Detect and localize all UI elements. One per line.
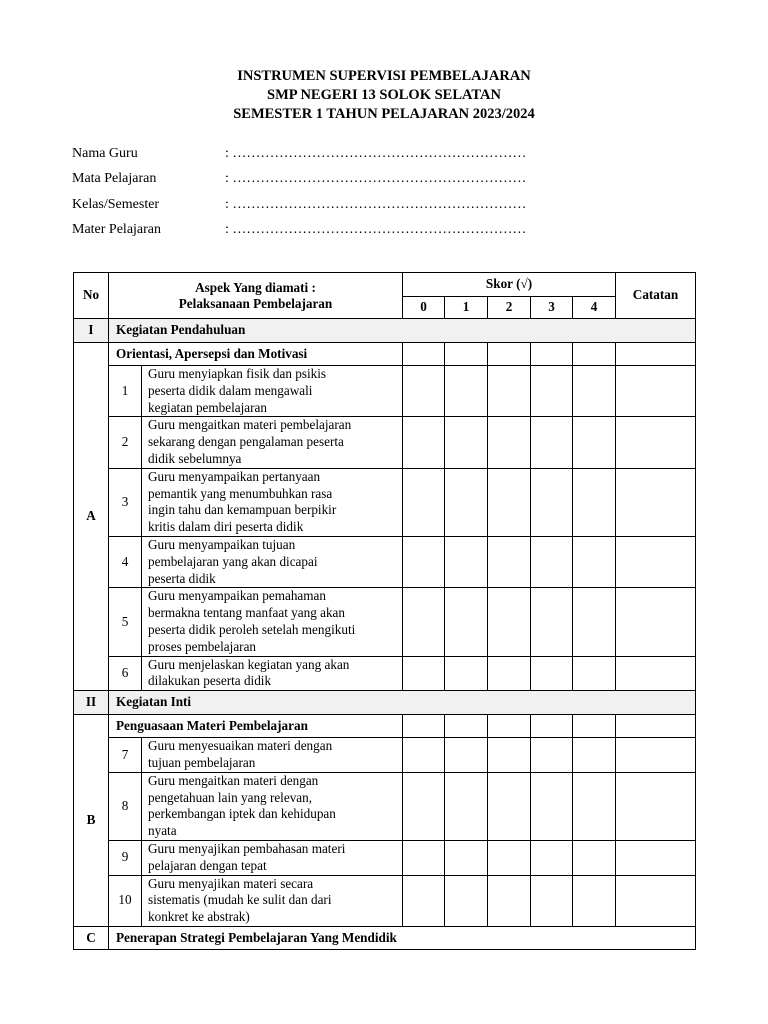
score-cell[interactable] bbox=[573, 417, 616, 468]
header-score-2: 2 bbox=[488, 297, 531, 319]
score-cell[interactable] bbox=[531, 536, 573, 587]
score-cell[interactable] bbox=[403, 715, 445, 738]
score-cell[interactable] bbox=[531, 772, 573, 840]
header-aspek bbox=[109, 273, 403, 319]
indicator-row bbox=[74, 366, 696, 417]
score-cell[interactable] bbox=[531, 656, 573, 691]
supervision-table bbox=[73, 272, 696, 950]
score-cell[interactable] bbox=[445, 715, 488, 738]
indicator-text-line: sistematis (mudah ke sulit dan dari bbox=[148, 892, 332, 908]
indicator-text-line: proses pembelajaran bbox=[148, 638, 257, 654]
subsection-row bbox=[74, 715, 696, 738]
indicator-text bbox=[142, 468, 403, 536]
score-cell[interactable] bbox=[403, 840, 445, 875]
score-cell[interactable] bbox=[531, 715, 573, 738]
indicator-text-line: peserta didik peroleh setelah mengikuti bbox=[148, 621, 356, 637]
indicator-text-line: nyata bbox=[148, 823, 177, 839]
catatan-cell[interactable] bbox=[616, 656, 696, 691]
indicator-text-line: tujuan pembelajaran bbox=[148, 754, 256, 770]
subsection-row bbox=[74, 926, 696, 949]
score-cell[interactable] bbox=[403, 772, 445, 840]
score-cell[interactable] bbox=[488, 588, 531, 656]
header-score-0: 0 bbox=[403, 297, 445, 319]
indicator-text-line: Guru mengaitkan materi dengan bbox=[148, 772, 319, 788]
field-blank: : ……………………………………………………… bbox=[225, 196, 527, 212]
indicator-text-line: peserta didik dalam mengawali bbox=[148, 382, 313, 398]
field-mater-pelajaran[interactable] bbox=[72, 221, 526, 246]
score-cell[interactable] bbox=[531, 875, 573, 926]
indicator-number: 1 bbox=[109, 366, 142, 417]
header-score-1: 1 bbox=[445, 297, 488, 319]
score-cell[interactable] bbox=[403, 366, 445, 417]
indicator-number: 2 bbox=[109, 417, 142, 468]
score-cell[interactable] bbox=[573, 875, 616, 926]
score-cell[interactable] bbox=[403, 536, 445, 587]
catatan-cell[interactable] bbox=[616, 468, 696, 536]
catatan-cell[interactable] bbox=[616, 840, 696, 875]
score-cell[interactable] bbox=[531, 840, 573, 875]
score-cell[interactable] bbox=[488, 366, 531, 417]
score-cell[interactable] bbox=[488, 772, 531, 840]
score-cell[interactable] bbox=[445, 875, 488, 926]
subsection-title: Penguasaan Materi Pembelajaran bbox=[109, 715, 403, 738]
subsection-letter: C bbox=[74, 926, 109, 949]
score-cell[interactable] bbox=[403, 875, 445, 926]
score-cell[interactable] bbox=[488, 875, 531, 926]
indicator-text-line: pembelajaran yang akan dicapai bbox=[148, 553, 318, 569]
catatan-cell[interactable] bbox=[616, 366, 696, 417]
indicator-text-line: Guru menyajikan materi secara bbox=[148, 875, 314, 891]
field-label: Mater Pelajaran bbox=[72, 221, 162, 237]
score-cell[interactable] bbox=[488, 715, 531, 738]
indicator-number: 4 bbox=[109, 536, 142, 587]
indicator-row bbox=[74, 417, 696, 468]
section-title: Kegiatan Pendahuluan bbox=[109, 319, 696, 343]
score-cell[interactable] bbox=[531, 417, 573, 468]
score-cell[interactable] bbox=[488, 656, 531, 691]
indicator-number: 8 bbox=[109, 772, 142, 840]
indicator-row bbox=[74, 875, 696, 926]
indicator-text-line: Guru mengaitkan materi pembelajaran bbox=[148, 417, 352, 433]
score-cell[interactable] bbox=[573, 343, 616, 366]
indicator-number: 5 bbox=[109, 588, 142, 656]
header-catatan: Catatan bbox=[616, 273, 696, 319]
subsection-title: Penerapan Strategi Pembelajaran Yang Mendidik bbox=[109, 926, 696, 949]
score-cell[interactable] bbox=[445, 343, 488, 366]
score-cell[interactable] bbox=[403, 656, 445, 691]
indicator-text bbox=[142, 366, 403, 417]
score-cell[interactable] bbox=[573, 468, 616, 536]
field-blank: : ……………………………………………………… bbox=[225, 221, 527, 237]
score-cell[interactable] bbox=[531, 468, 573, 536]
indicator-row bbox=[74, 772, 696, 840]
score-cell[interactable] bbox=[573, 588, 616, 656]
section-number: I bbox=[74, 319, 109, 343]
indicator-number: 3 bbox=[109, 468, 142, 536]
section-row bbox=[74, 691, 696, 715]
subsection-letter: B bbox=[74, 715, 109, 927]
indicator-row bbox=[74, 738, 696, 773]
score-cell[interactable] bbox=[531, 588, 573, 656]
catatan-cell[interactable] bbox=[616, 343, 696, 366]
header-score-3: 3 bbox=[531, 297, 573, 319]
score-cell[interactable] bbox=[488, 840, 531, 875]
indicator-text-line: Guru menyampaikan tujuan bbox=[148, 536, 296, 552]
indicator-text bbox=[142, 536, 403, 587]
catatan-cell[interactable] bbox=[616, 875, 696, 926]
indicator-text bbox=[142, 738, 403, 773]
catatan-cell[interactable] bbox=[616, 588, 696, 656]
indicator-text bbox=[142, 656, 403, 691]
header-no: No bbox=[74, 273, 109, 319]
field-mata-pelajaran[interactable] bbox=[72, 170, 526, 195]
indicator-number: 9 bbox=[109, 840, 142, 875]
score-cell[interactable] bbox=[445, 417, 488, 468]
indicator-text-line: perkembangan iptek dan kehidupan bbox=[148, 806, 336, 822]
score-cell[interactable] bbox=[488, 738, 531, 773]
score-cell[interactable] bbox=[445, 536, 488, 587]
indicator-text-line: konkret ke abstrak) bbox=[148, 909, 250, 925]
score-cell[interactable] bbox=[488, 417, 531, 468]
indicator-text-line: peserta didik bbox=[148, 570, 216, 586]
header-aspek-line1: Aspek Yang diamati : bbox=[195, 279, 316, 295]
indicator-text bbox=[142, 772, 403, 840]
score-cell[interactable] bbox=[445, 772, 488, 840]
section-number: II bbox=[74, 691, 109, 715]
score-cell[interactable] bbox=[573, 840, 616, 875]
document-title bbox=[0, 67, 768, 124]
indicator-text-line: Guru menyesuaikan materi dengan bbox=[148, 738, 333, 754]
score-cell[interactable] bbox=[403, 588, 445, 656]
field-label: Kelas/Semester bbox=[72, 196, 160, 212]
field-nama-guru[interactable] bbox=[72, 145, 526, 170]
catatan-cell[interactable] bbox=[616, 715, 696, 738]
indicator-text-line: Guru menjelaskan kegiatan yang akan bbox=[148, 656, 350, 672]
score-cell[interactable] bbox=[445, 366, 488, 417]
title-line-2: SMP NEGERI 13 SOLOK SELATAN bbox=[267, 87, 501, 103]
indicator-text bbox=[142, 417, 403, 468]
score-cell[interactable] bbox=[488, 343, 531, 366]
score-cell[interactable] bbox=[445, 588, 488, 656]
score-cell[interactable] bbox=[531, 738, 573, 773]
section-row bbox=[74, 319, 696, 343]
header-aspek-line2: Pelaksanaan Pembelajaran bbox=[178, 295, 333, 311]
indicator-text-line: didik sebelumnya bbox=[148, 450, 242, 466]
field-blank: : ……………………………………………………… bbox=[225, 146, 527, 161]
indicator-text bbox=[142, 840, 403, 875]
indicator-number: 10 bbox=[109, 875, 142, 926]
indicator-text-line: pengetahuan lain yang relevan, bbox=[148, 789, 313, 805]
score-cell[interactable] bbox=[445, 738, 488, 773]
indicator-row bbox=[74, 588, 696, 656]
field-label: Nama Guru bbox=[72, 146, 138, 161]
indicator-text-line: pelajaran dengan tepat bbox=[148, 857, 267, 873]
score-cell[interactable] bbox=[403, 468, 445, 536]
field-blank: : ……………………………………………………… bbox=[225, 171, 527, 187]
catatan-cell[interactable] bbox=[616, 738, 696, 773]
score-cell[interactable] bbox=[488, 536, 531, 587]
indicator-text-line: Guru menyajikan pembahasan materi bbox=[148, 840, 346, 856]
indicator-number: 7 bbox=[109, 738, 142, 773]
score-cell[interactable] bbox=[403, 738, 445, 773]
score-cell[interactable] bbox=[445, 656, 488, 691]
score-cell[interactable] bbox=[573, 656, 616, 691]
field-kelas-semester[interactable] bbox=[72, 196, 526, 221]
catatan-cell[interactable] bbox=[616, 536, 696, 587]
header-score-4: 4 bbox=[573, 297, 616, 319]
indicator-text-line: bermakna tentang manfaat yang akan bbox=[148, 605, 345, 621]
title-line-3: SEMESTER 1 TAHUN PELAJARAN 2023/2024 bbox=[233, 106, 535, 122]
score-cell[interactable] bbox=[488, 468, 531, 536]
indicator-row bbox=[74, 536, 696, 587]
indicator-row bbox=[74, 656, 696, 691]
indicator-text-line: ingin tahu dan kemampuan berpikir bbox=[148, 502, 337, 518]
score-cell[interactable] bbox=[573, 772, 616, 840]
indicator-text-line: Guru menyiapkan fisik dan psikis bbox=[148, 366, 327, 381]
score-cell[interactable] bbox=[531, 366, 573, 417]
subsection-row bbox=[74, 343, 696, 366]
subsection-letter: A bbox=[74, 343, 109, 691]
score-cell[interactable] bbox=[573, 738, 616, 773]
indicator-text bbox=[142, 875, 403, 926]
score-cell[interactable] bbox=[573, 536, 616, 587]
indicator-text-line: Guru menyampaikan pertanyaan bbox=[148, 468, 321, 484]
score-cell[interactable] bbox=[573, 366, 616, 417]
score-cell[interactable] bbox=[445, 840, 488, 875]
score-cell[interactable] bbox=[531, 343, 573, 366]
indicator-text-line: pemantik yang menumbuhkan rasa bbox=[148, 485, 333, 501]
indicator-text bbox=[142, 588, 403, 656]
score-cell[interactable] bbox=[403, 343, 445, 366]
score-cell[interactable] bbox=[445, 468, 488, 536]
identity-fields bbox=[72, 145, 526, 246]
indicator-number: 6 bbox=[109, 656, 142, 691]
indicator-text-line: Guru menyampaikan pemahaman bbox=[148, 588, 326, 604]
indicator-row bbox=[74, 840, 696, 875]
score-cell[interactable] bbox=[403, 417, 445, 468]
field-label: Mata Pelajaran bbox=[72, 171, 157, 187]
indicator-text-line: kritis dalam diri peserta didik bbox=[148, 519, 304, 535]
header-skor: Skor (√) bbox=[403, 273, 616, 297]
score-cell[interactable] bbox=[573, 715, 616, 738]
indicator-text-line: kegiatan pembelajaran bbox=[148, 399, 267, 415]
subsection-title: Orientasi, Apersepsi dan Motivasi bbox=[109, 343, 403, 366]
indicator-text-line: dilakukan peserta didik bbox=[148, 673, 272, 689]
title-line-1: INSTRUMEN SUPERVISI PEMBELAJARAN bbox=[237, 68, 531, 84]
catatan-cell[interactable] bbox=[616, 417, 696, 468]
section-title: Kegiatan Inti bbox=[109, 691, 696, 715]
indicator-row bbox=[74, 468, 696, 536]
indicator-text-line: sekarang dengan pengalaman peserta bbox=[148, 434, 344, 450]
catatan-cell[interactable] bbox=[616, 772, 696, 840]
